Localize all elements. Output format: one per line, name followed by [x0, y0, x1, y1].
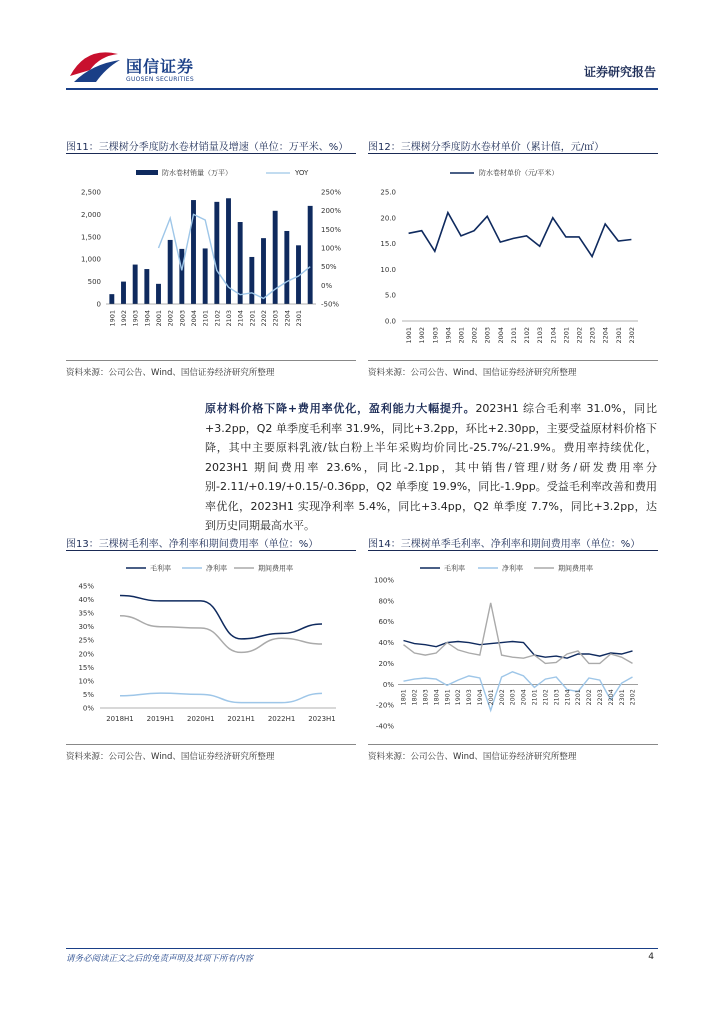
fig12-title-rule: [368, 153, 658, 154]
fig11-bar: [203, 248, 208, 304]
fig11-x-tick: 2201: [248, 310, 257, 327]
fig13-y-tick: 0%: [82, 704, 94, 713]
fig11-x-tick: 2103: [225, 310, 233, 327]
fig11-bar: [156, 284, 161, 304]
fig13-title-rule: [66, 550, 356, 551]
fig12-x-tick: 2103: [536, 327, 545, 344]
fig14-x-tick: 2101: [531, 689, 539, 706]
fig14-y-tick: -20%: [375, 701, 394, 710]
footer-disclaimer: 请务必阅读正文之后的免责声明及其项下所有内容: [66, 954, 254, 964]
fig14-y-tick: 60%: [378, 618, 394, 627]
fig11-legend-line-label: YOY: [295, 169, 309, 177]
fig14-x-tick: 2104: [564, 689, 572, 706]
fig11-source-rule: [66, 360, 356, 361]
fig13-y-tick: 45%: [78, 582, 94, 591]
fig11-x-tick: 2102: [213, 310, 222, 327]
footer-divider: [66, 948, 658, 949]
fig11-bar: [109, 294, 114, 304]
fig11-bar: [133, 265, 138, 304]
fig11-x-tick: 2002: [166, 310, 175, 327]
fig13-x-tick: 2021H1: [227, 715, 255, 723]
fig12-chart: [368, 158, 660, 354]
fig12-x-tick: 2203: [588, 327, 597, 344]
fig11-x-tick: 1904: [143, 310, 152, 327]
fig14-x-tick: 2302: [629, 689, 637, 706]
fig12-source: 资料来源：公司公告、Wind、国信证券经济研究所整理: [368, 368, 577, 378]
fig13-x-tick: 2022H1: [267, 715, 296, 723]
fig13-source-rule: [66, 744, 356, 745]
fig11-title: 图11：三棵树分季度防水卷材销量及增速（单位：万平米、%）: [66, 142, 349, 153]
fig14-x-tick: 1902: [455, 689, 463, 706]
fig14-x-tick: 1804: [433, 689, 441, 706]
fig11-right-tick: -50%: [321, 300, 340, 309]
fig12-y-tick: 0.0: [384, 317, 396, 326]
fig12-x-tick: 2002: [470, 327, 479, 344]
fig12-title: 图12：三棵树分季度防水卷材单价（累计值，元/㎡）: [368, 142, 605, 153]
logo-text-cn: 国信证券: [126, 57, 195, 76]
fig13-y-tick: 20%: [78, 650, 94, 659]
fig12-y-tick: 25.0: [380, 188, 396, 197]
fig14-y-tick: 100%: [373, 576, 394, 585]
fig11-bar: [284, 231, 289, 304]
logo: [66, 46, 216, 92]
fig14-x-tick: 2202: [586, 689, 594, 706]
fig12-y-tick: 20.0: [380, 214, 396, 223]
fig14-x-tick: 2003: [509, 689, 517, 706]
fig14-chart: [368, 556, 660, 738]
fig11-x-tick: 2101: [201, 310, 210, 327]
fig11-left-tick: 1,500: [80, 233, 101, 242]
fig11-right-tick: 150%: [321, 225, 342, 234]
fig11-x-tick: 1902: [120, 310, 128, 327]
fig12-x-tick: 2301: [614, 327, 623, 344]
fig11-x-tick: 1903: [131, 310, 140, 327]
fig11-source: 资料来源：公司公告、Wind、国信证券经济研究所整理: [66, 368, 275, 378]
fig11-bar: [249, 257, 254, 304]
fig13-y-tick: 35%: [78, 609, 94, 618]
fig12-x-tick: 1901: [405, 327, 414, 344]
fig12-y-tick: 10.0: [380, 265, 396, 274]
fig11-right-tick: 0%: [321, 281, 333, 290]
fig12-x-tick: 1902: [418, 327, 427, 344]
fig11-bar: [238, 222, 243, 304]
fig11-bar: [144, 269, 149, 304]
fig11-bar: [121, 282, 126, 304]
fig14-series-line: [404, 641, 633, 659]
fig12-source-rule: [368, 360, 658, 361]
fig12-x-tick: 2202: [575, 327, 584, 344]
fig11-bar: [214, 202, 219, 304]
fig14-title-rule: [368, 550, 658, 551]
fig11-right-tick: 50%: [321, 263, 337, 272]
fig11-legend-bar-label: 防水卷材销量（万平）: [162, 169, 232, 177]
fig11-x-tick: 1901: [108, 310, 117, 327]
fig14-source-rule: [368, 744, 658, 745]
fig13-y-tick: 5%: [82, 690, 94, 699]
fig11-bar: [168, 240, 173, 304]
fig14-x-tick: 2001: [487, 689, 495, 706]
fig11-left-tick: 500: [87, 278, 101, 287]
fig14-legend-label: 毛利率: [444, 564, 465, 573]
fig14-x-tick: 2004: [520, 689, 528, 706]
fig14-x-tick: 1801: [400, 689, 408, 706]
fig14-legend-label: 期间费用率: [558, 564, 593, 573]
fig12-price-line: [409, 213, 632, 257]
fig13-y-tick: 40%: [78, 596, 94, 605]
report-type: 证券研究报告: [583, 65, 656, 79]
fig13-legend-label: 净利率: [206, 564, 227, 573]
fig14-x-tick: 1904: [477, 689, 485, 706]
fig14-y-tick: -40%: [375, 722, 394, 731]
fig11-bar: [179, 249, 184, 304]
fig11-left-tick: 0: [96, 300, 101, 309]
fig12-x-tick: 2101: [509, 327, 518, 344]
fig12-x-tick: 1904: [444, 327, 453, 344]
fig14-y-tick: 20%: [378, 659, 394, 668]
paragraph-lead: 原材料价格下降+费用率优化，盈利能力大幅提升。: [205, 402, 476, 415]
logo-text-en: GUOSEN SECURITIES: [126, 76, 195, 83]
fig13-legend-label: 期间费用率: [258, 564, 293, 573]
fig14-x-tick: 2301: [618, 689, 626, 706]
fig11-x-tick: 2001: [155, 310, 163, 327]
header-divider: [66, 88, 658, 90]
fig11-bar: [308, 206, 313, 304]
fig13-x-tick: 2023H1: [308, 715, 336, 723]
fig12-x-tick: 2003: [483, 327, 492, 344]
fig11-right-tick: 200%: [321, 207, 342, 216]
page-number: 4: [648, 952, 654, 962]
fig14-x-tick: 2204: [607, 689, 615, 706]
fig12-legend-label: 防水卷材单价（元/平米）: [479, 169, 559, 177]
fig13-series-line: [120, 693, 322, 703]
paragraph-body: 2023H1 综合毛利率 31.0%，同比+3.2pp，Q2 单季度毛利率 31.9%，同比+3.2pp，环比+2.30pp，主要受益原材料价格下降，其中主要原料乳液/钛白粉上半年采购均价同比-25.7%/-21.9%。费用率持续优化，2023H1 期间费用率 23.6%，同比-2.1pp，其中销售/管理/财务/研发费用率分别-2.11/+0.19/+0.15/-0.36pp，Q2 单季度 19.9%，同比-1.9pp。受益毛利率改善和费用率优化，2023H1 实现净利率 5.4%，同比+3.4pp，Q2 单季度 7.7%，同比+3.2pp，达到历史同期最高水平。: [205, 402, 657, 532]
fig12-x-tick: 2302: [627, 327, 636, 344]
fig13-x-tick: 2020H1: [187, 715, 215, 723]
fig13-series-line: [120, 596, 322, 639]
fig12-x-tick: 2104: [549, 327, 558, 344]
fig11-right-tick: 250%: [321, 188, 342, 197]
fig14-x-tick: 2002: [498, 689, 506, 706]
fig11-chart: [66, 158, 358, 354]
fig12-y-tick: 5.0: [384, 291, 396, 300]
fig14-title: 图14：三棵树单季毛利率、净利率和期间费用率（单位：%）: [368, 539, 641, 550]
fig14-y-tick: 80%: [378, 597, 394, 606]
fig14-y-tick: 40%: [378, 639, 394, 648]
fig13-x-tick: 2019H1: [146, 715, 175, 723]
fig11-x-tick: 2104: [236, 310, 245, 327]
fig12-x-tick: 2204: [601, 327, 610, 344]
fig11-title-rule: [66, 153, 356, 154]
fig12-x-tick: 2102: [523, 327, 532, 344]
fig14-legend-label: 净利率: [502, 564, 523, 573]
fig13-y-tick: 30%: [78, 623, 94, 632]
fig13-legend-label: 毛利率: [150, 564, 171, 573]
fig14-x-tick: 2103: [553, 689, 561, 706]
fig11-left-tick: 2,000: [80, 210, 101, 219]
fig12-x-tick: 2001: [457, 327, 466, 344]
fig11-x-tick: 2003: [178, 310, 187, 327]
fig11-left-tick: 1,000: [80, 255, 101, 264]
fig11-x-tick: 2204: [283, 310, 292, 327]
fig13-y-tick: 25%: [78, 636, 94, 645]
fig11-bar: [261, 238, 266, 304]
fig13-title: 图13：三棵树毛利率、净利率和期间费用率（单位：%）: [66, 539, 319, 550]
fig11-left-tick: 2,500: [80, 188, 101, 197]
fig11-x-tick: 2202: [260, 310, 268, 327]
fig14-x-tick: 2203: [597, 689, 605, 706]
guosen-logo-icon: [66, 46, 122, 86]
fig14-x-tick: 2102: [542, 689, 550, 706]
fig14-series-line: [404, 603, 633, 664]
fig13-y-tick: 15%: [78, 663, 94, 672]
fig14-x-tick: 1903: [466, 689, 474, 706]
fig11-legend-bar-swatch: [136, 170, 158, 175]
fig14-x-tick: 1802: [411, 689, 419, 706]
fig12-y-tick: 15.0: [380, 240, 396, 249]
fig13-x-tick: 2018H1: [106, 715, 134, 723]
fig13-y-tick: 10%: [78, 677, 94, 686]
fig14-x-tick: 1901: [444, 689, 452, 706]
fig14-x-tick: 1803: [422, 689, 430, 706]
fig11-x-tick: 2004: [190, 310, 198, 327]
fig14-y-tick: 0%: [382, 680, 394, 689]
fig14-source: 资料来源：公司公告、Wind、国信证券经济研究所整理: [368, 752, 577, 762]
fig12-x-tick: 2004: [496, 327, 505, 344]
fig12-x-tick: 2201: [562, 327, 571, 344]
fig13-source: 资料来源：公司公告、Wind、国信证券经济研究所整理: [66, 752, 275, 762]
analysis-paragraph: [205, 399, 657, 536]
fig11-right-tick: 100%: [321, 244, 342, 253]
fig11-x-tick: 2301: [295, 310, 303, 327]
fig11-x-tick: 2203: [271, 310, 280, 327]
fig14-x-tick: 2201: [575, 689, 583, 706]
fig12-x-tick: 1903: [431, 327, 440, 344]
fig13-chart: [66, 556, 358, 736]
